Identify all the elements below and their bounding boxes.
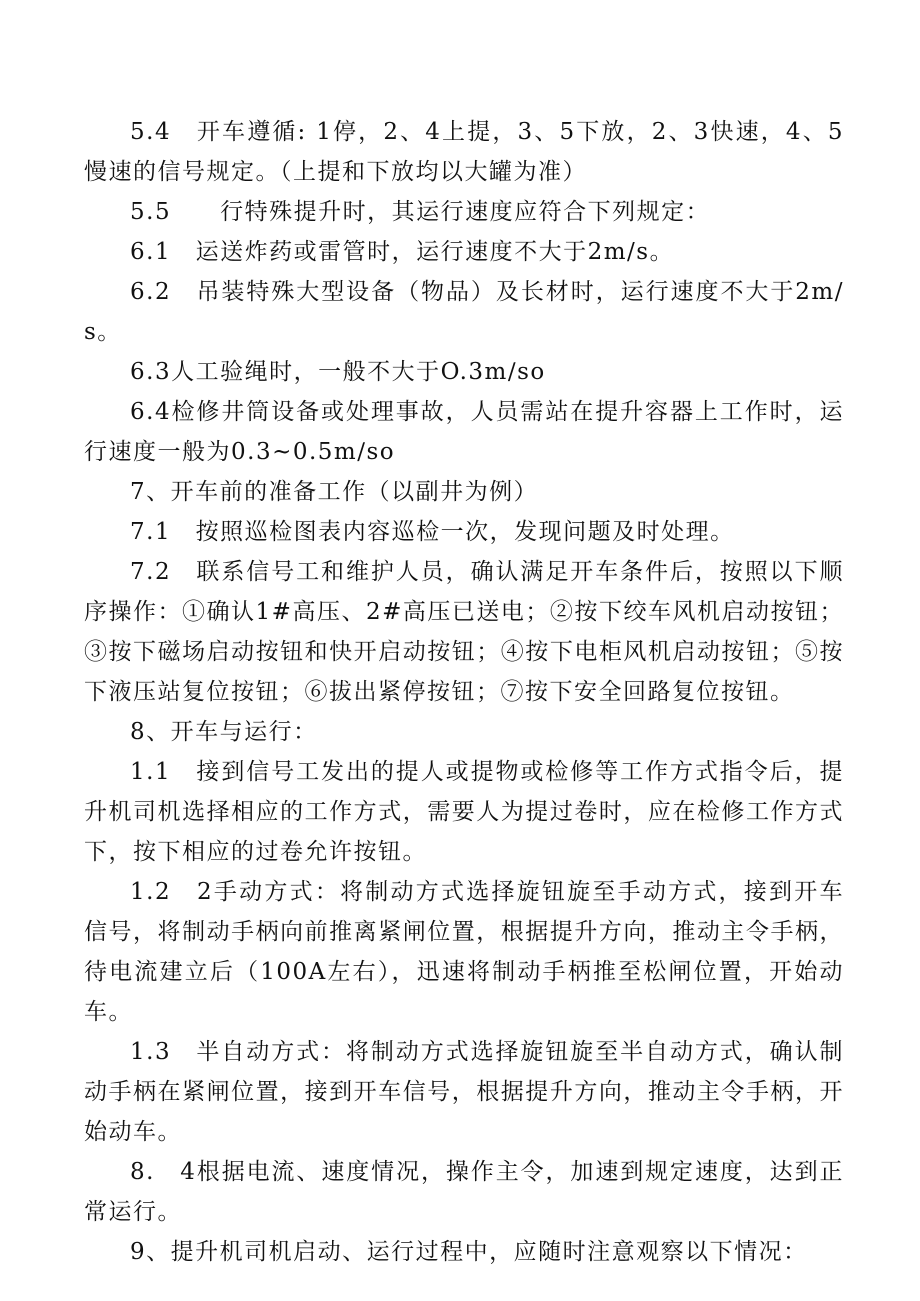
paragraph-6-1: 6.1 运送炸药或雷管时，运行速度不大于2m/s。 (130, 239, 675, 265)
paragraph-1-3: 1.3 半自动方式：将制动方式选择旋钮旋至半自动方式，确认制动手柄在紧闸位置，接到开车信号，根据提升方向，推动主令手柄，开始动车。 (84, 1039, 844, 1145)
paragraph-8: 8、开车与运行： (130, 719, 318, 745)
paragraph-9: 9、提升机司机启动、运行过程中，应随时注意观察以下情况： (130, 1239, 808, 1265)
paragraph-5-5: 5.5 行特殊提升时，其运行速度应符合下列规定： (130, 199, 711, 225)
paragraph-8-4: 8. 4根据电流、速度情况，操作主令，加速到规定速度，达到正常运行。 (84, 1159, 844, 1225)
paragraph-1-1: 1.1 接到信号工发出的提人或提物或检修等工作方式指令后，提升机司机选择相应的工作方式，需要人为提过卷时，应在检修工作方式下，按下相应的过卷允许按钮。 (84, 759, 844, 865)
paragraph-7: 7、开车前的准备工作（以副井为例） (130, 479, 539, 505)
paragraph-6-2: 6.2 吊装特殊大型设备（物品）及长材时，运行速度不大于2m/s。 (84, 279, 844, 345)
paragraph-6-4: 6.4检修井筒设备或处理事故，人员需站在提升容器上工作时，运行速度一般为0.3~0.5m∕so (84, 399, 844, 465)
paragraph-1-2: 1.2 2手动方式：将制动方式选择旋钮旋至手动方式，接到开车信号，将制动手柄向前推离紧闸位置，根据提升方向，推动主令手柄，待电流建立后（100A左右），迅速将制动手柄推至松闸位置，开始动车。 (84, 879, 844, 1025)
paragraph-7-1: 7.1 按照巡检图表内容巡检一次，发现问题及时处理。 (130, 519, 735, 545)
paragraph-6-3: 6.3人工验绳时，一般不大于O.3m∕so (130, 359, 546, 385)
paragraph-7-2: 7.2 联系信号工和维护人员，确认满足开车条件后，按照以下顺序操作：①确认1#高压、2#高压已送电；②按下绞车风机启动按钮；③按下磁场启动按钮和快开启动按钮；④按下电柜风机启动按钮；⑤按下液压站复位按钮；⑥拔出紧停按钮；⑦按下安全回路复位按钮。 (84, 559, 844, 705)
document-body (84, 112, 844, 1272)
paragraph-5-4: 5.4 开车遵循: 1停，2、4上提，3、5下放，2、3快速，4、5慢速的信号规定。（上提和下放均以大罐为准） (84, 119, 844, 185)
